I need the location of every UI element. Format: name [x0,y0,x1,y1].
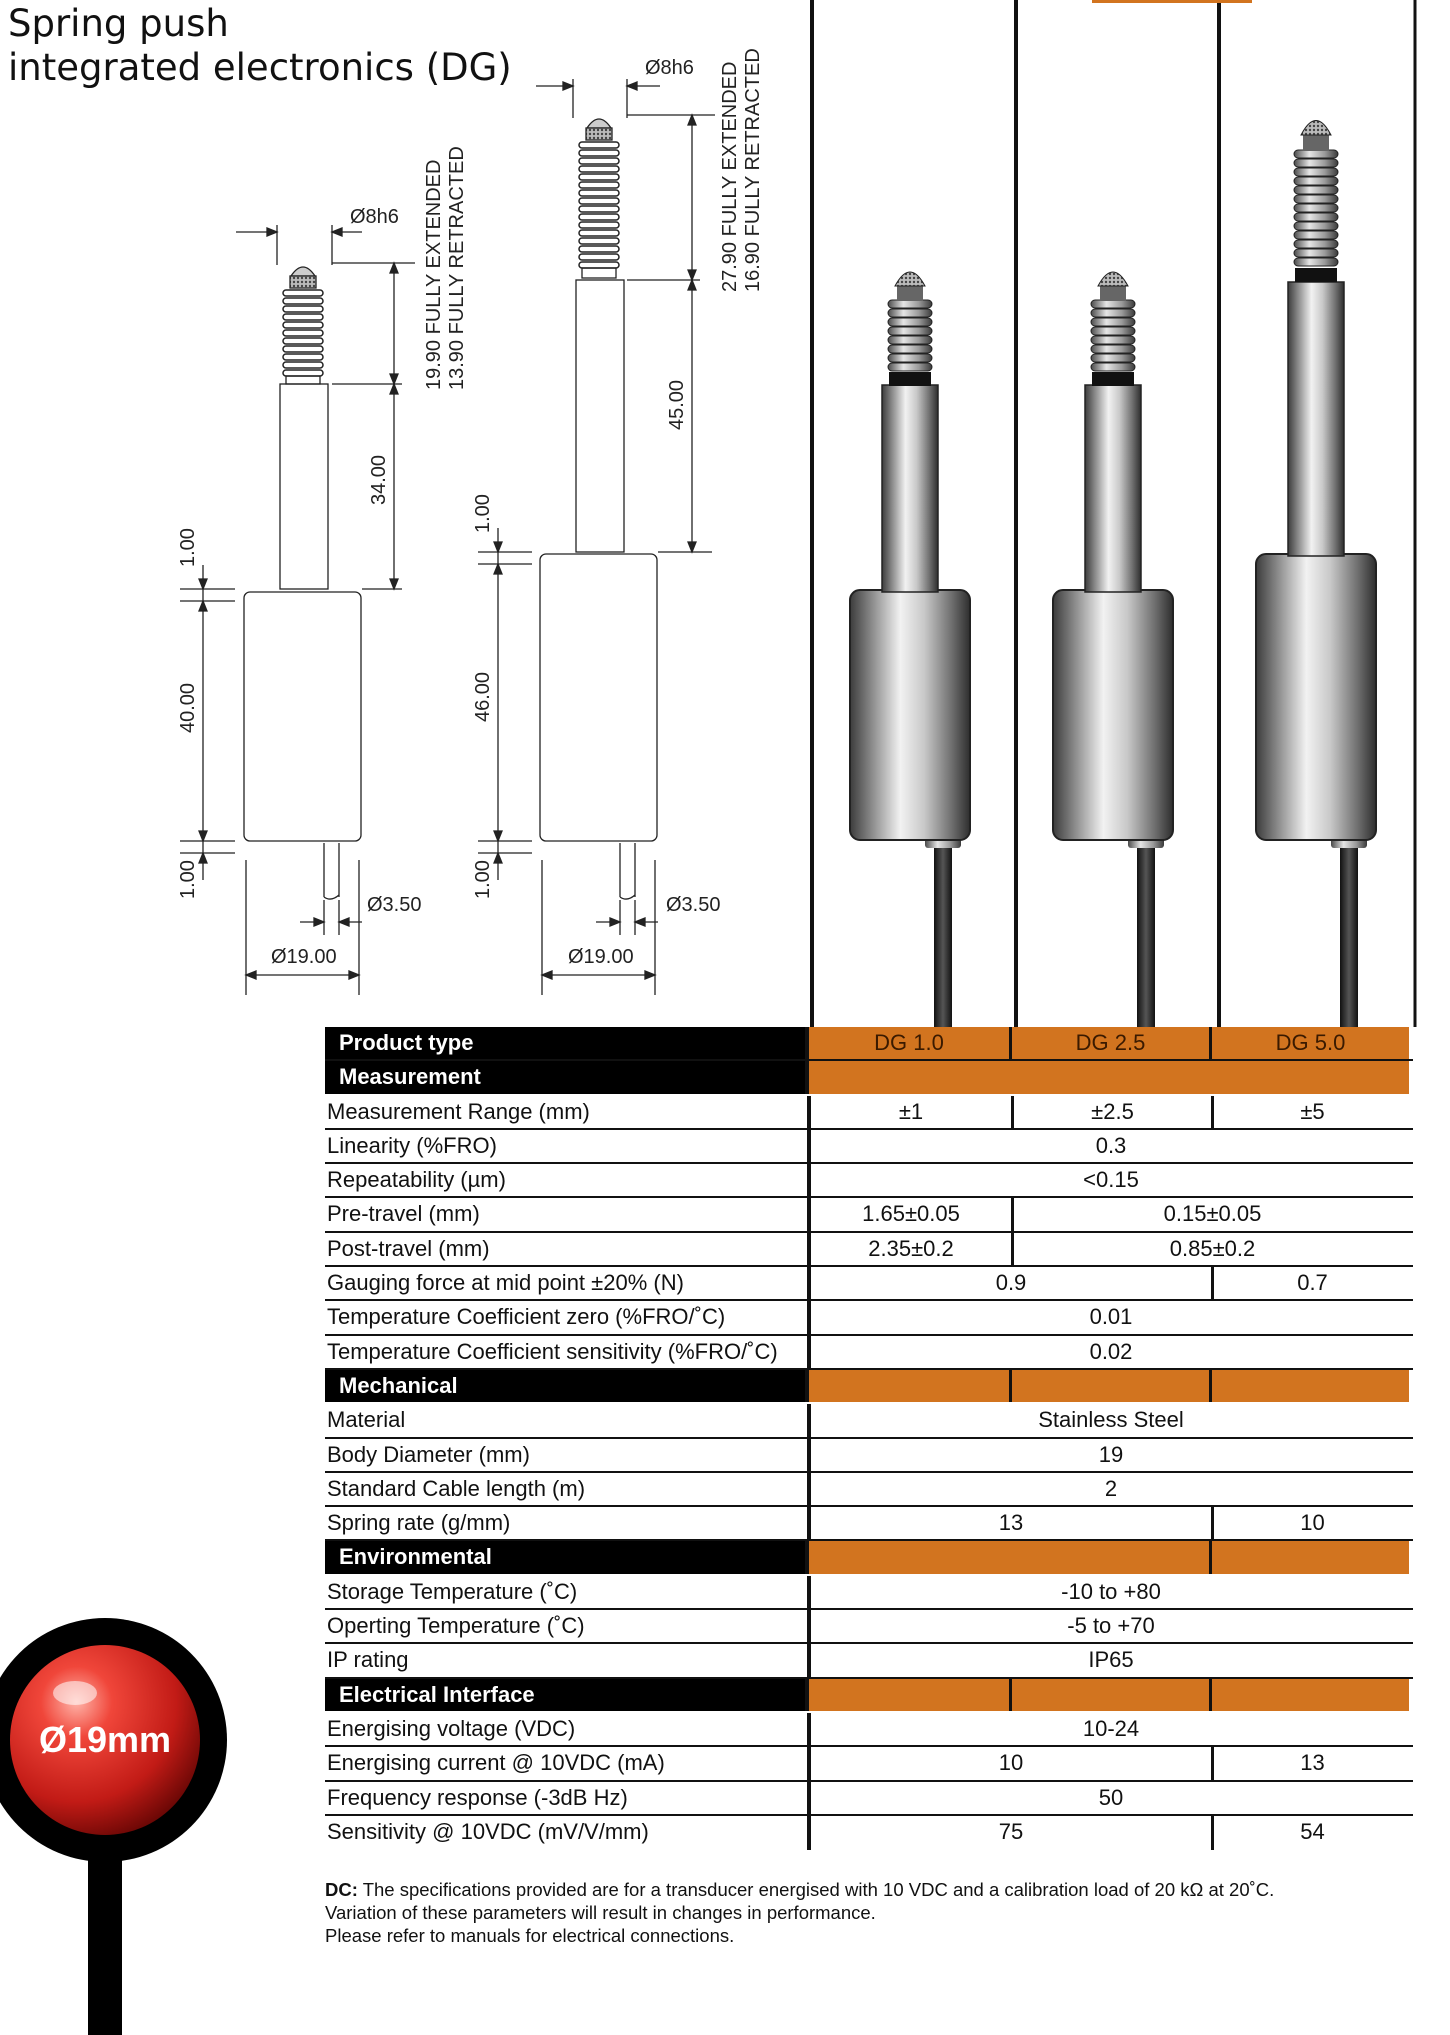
badge-text: Ø19mm [38,1719,172,1760]
cell: 0.15±0.05 [1011,1198,1411,1230]
cell: 10-24 [1082,1715,1140,1741]
section-label-mechanical: Mechanical [325,1370,805,1402]
section-fill [1209,1541,1409,1573]
note-prefix: DC: [325,1879,358,1900]
row-label: Energising current @ 10VDC (mA) [327,1750,665,1776]
cell: ±5 [1211,1096,1411,1128]
small-body-diameter: Ø19.00 [271,946,337,968]
row-label: Measurement Range (mm) [327,1098,590,1124]
cell: 0.9 [995,1270,1027,1296]
section-mechanical [325,1370,1413,1404]
cell: 13 [998,1510,1024,1536]
row-label: Temperature Coefficient zero (%FRO/˚C) [327,1304,726,1330]
table-row [325,1130,1413,1164]
row-label: Pre-travel (mm) [327,1201,480,1227]
section-fill [1209,1370,1409,1402]
cell: IP65 [1088,1647,1134,1673]
row-label: Sensitivity @ 10VDC (mV/V/mm) [327,1818,649,1844]
small-retracted: 13.90 FULLY RETRACTED [446,146,468,390]
cell: 54 [1211,1816,1411,1850]
large-extended: 27.90 FULLY EXTENDED [719,61,741,292]
section-electrical [325,1679,1413,1713]
cell: 50 [1098,1784,1124,1810]
table-row [325,1198,1413,1232]
cell: ±2.5 [1011,1096,1211,1128]
row-label: Standard Cable length (m) [327,1475,586,1501]
row-label: Linearity (%FRO) [327,1132,497,1158]
render-dg-1-0 [850,272,970,1030]
cell: ±1 [898,1098,924,1124]
large-gap-top: 1.00 [472,494,494,533]
table-row [325,1439,1413,1473]
title-line-2: integrated electronics (DG) [8,46,512,89]
render-dg-2-5 [1053,272,1173,1030]
table-row [325,1473,1413,1507]
large-gap-bottom: 1.00 [472,860,494,899]
model-dg-1-0: DG 1.0 [809,1027,1009,1059]
row-product-type [325,1027,1413,1061]
cell: 19 [1098,1441,1124,1467]
section-fill [809,1370,1009,1402]
note-line-1: The specifications provided are for a transducer energised with 10 VDC and a calibration load of 20 kΩ at 20˚C. [357,1879,1275,1900]
small-body-length: 40.00 [177,682,199,733]
table-row [325,1747,1413,1781]
small-gap-top: 1.00 [177,528,199,567]
small-gap-bottom: 1.00 [177,860,199,899]
row-label: Post-travel (mm) [327,1235,490,1261]
section-fill [809,1061,1409,1093]
cell: 10 [998,1750,1024,1776]
drawing-small [180,225,415,995]
accent-mark [1092,0,1252,3]
table-row [325,1576,1413,1610]
cell: 0.3 [1095,1132,1127,1158]
row-label: Energising voltage (VDC) [327,1715,576,1741]
table-row [325,1713,1413,1747]
cell: -5 to +70 [1067,1613,1155,1639]
spec-table [325,1027,1413,1850]
table-row [325,1816,1413,1850]
table-row [325,1507,1413,1541]
cell: 10 [1211,1507,1411,1539]
section-label-electrical: Electrical Interface [325,1679,805,1711]
diameter-badge [0,1615,240,2035]
row-label: Repeatability (µm) [327,1167,506,1193]
cell: 0.85±0.2 [1011,1233,1411,1265]
row-label: Operting Temperature (˚C) [327,1613,585,1639]
row-label: Material [327,1407,406,1433]
cell: 0.01 [1089,1304,1133,1330]
table-row [325,1644,1413,1678]
section-fill [1209,1679,1409,1711]
small-probe-diameter: Ø8h6 [350,206,399,228]
cell: 2 [1104,1475,1118,1501]
note-line-2: Variation of these parameters will result in changes in performance. [325,1902,876,1923]
row-label: Gauging force at mid point ±20% (N) [327,1270,684,1296]
drawing-small-labels [177,146,468,968]
section-fill [1009,1679,1209,1711]
row-label: Storage Temperature (˚C) [327,1578,578,1604]
cell: Stainless Steel [1038,1407,1184,1433]
table-row [325,1404,1413,1438]
cell: <0.15 [1083,1167,1139,1193]
note-line-3: Please refer to manuals for electrical connections. [325,1925,735,1946]
row-label: Frequency response (-3dB Hz) [327,1784,628,1810]
large-body-length: 46.00 [472,671,494,722]
cell: -10 to +80 [1061,1578,1161,1604]
section-fill [809,1541,1209,1573]
cell: 2.35±0.2 [868,1235,954,1261]
section-measurement [325,1061,1413,1095]
model-dg-2-5: DG 2.5 [1009,1027,1209,1059]
cell: 0.02 [1089,1338,1133,1364]
table-row [325,1267,1413,1301]
table-row [325,1782,1413,1816]
section-environmental [325,1541,1413,1575]
model-dg-5-0: DG 5.0 [1209,1027,1409,1059]
table-row [325,1301,1413,1335]
table-row [325,1610,1413,1644]
section-label-environmental: Environmental [325,1541,805,1573]
small-cable-diameter: Ø3.50 [367,894,422,916]
small-extended: 19.90 FULLY EXTENDED [423,159,445,390]
section-fill [809,1679,1009,1711]
row-label: Body Diameter (mm) [327,1441,530,1467]
large-cable-diameter: Ø3.50 [666,894,721,916]
cell: 75 [998,1818,1024,1844]
row-label: Temperature Coefficient sensitivity (%FRO/˚C) [327,1338,778,1364]
cell: 13 [1211,1747,1411,1779]
title-line-1: Spring push [8,2,229,45]
table-row [325,1096,1413,1130]
table-row [325,1164,1413,1198]
section-fill [1009,1370,1209,1402]
cell: 0.7 [1211,1267,1411,1299]
row-label: IP rating [327,1647,409,1673]
footnote [325,1878,1274,1947]
large-body-diameter: Ø19.00 [568,946,634,968]
render-dg-5-0 [1256,121,1376,1031]
drawing-large [478,79,715,995]
badge-highlight [53,1681,97,1705]
large-retracted: 16.90 FULLY RETRACTED [742,48,764,292]
large-shaft-length: 45.00 [666,379,688,430]
label-product-type: Product type [325,1027,805,1059]
row-label: Spring rate (g/mm) [327,1510,511,1536]
section-label-measurement: Measurement [325,1061,805,1093]
small-shaft-length: 34.00 [368,454,390,505]
cell: 1.65±0.05 [862,1201,960,1227]
large-probe-diameter: Ø8h6 [645,57,694,79]
table-row [325,1233,1413,1267]
table-row [325,1336,1413,1370]
